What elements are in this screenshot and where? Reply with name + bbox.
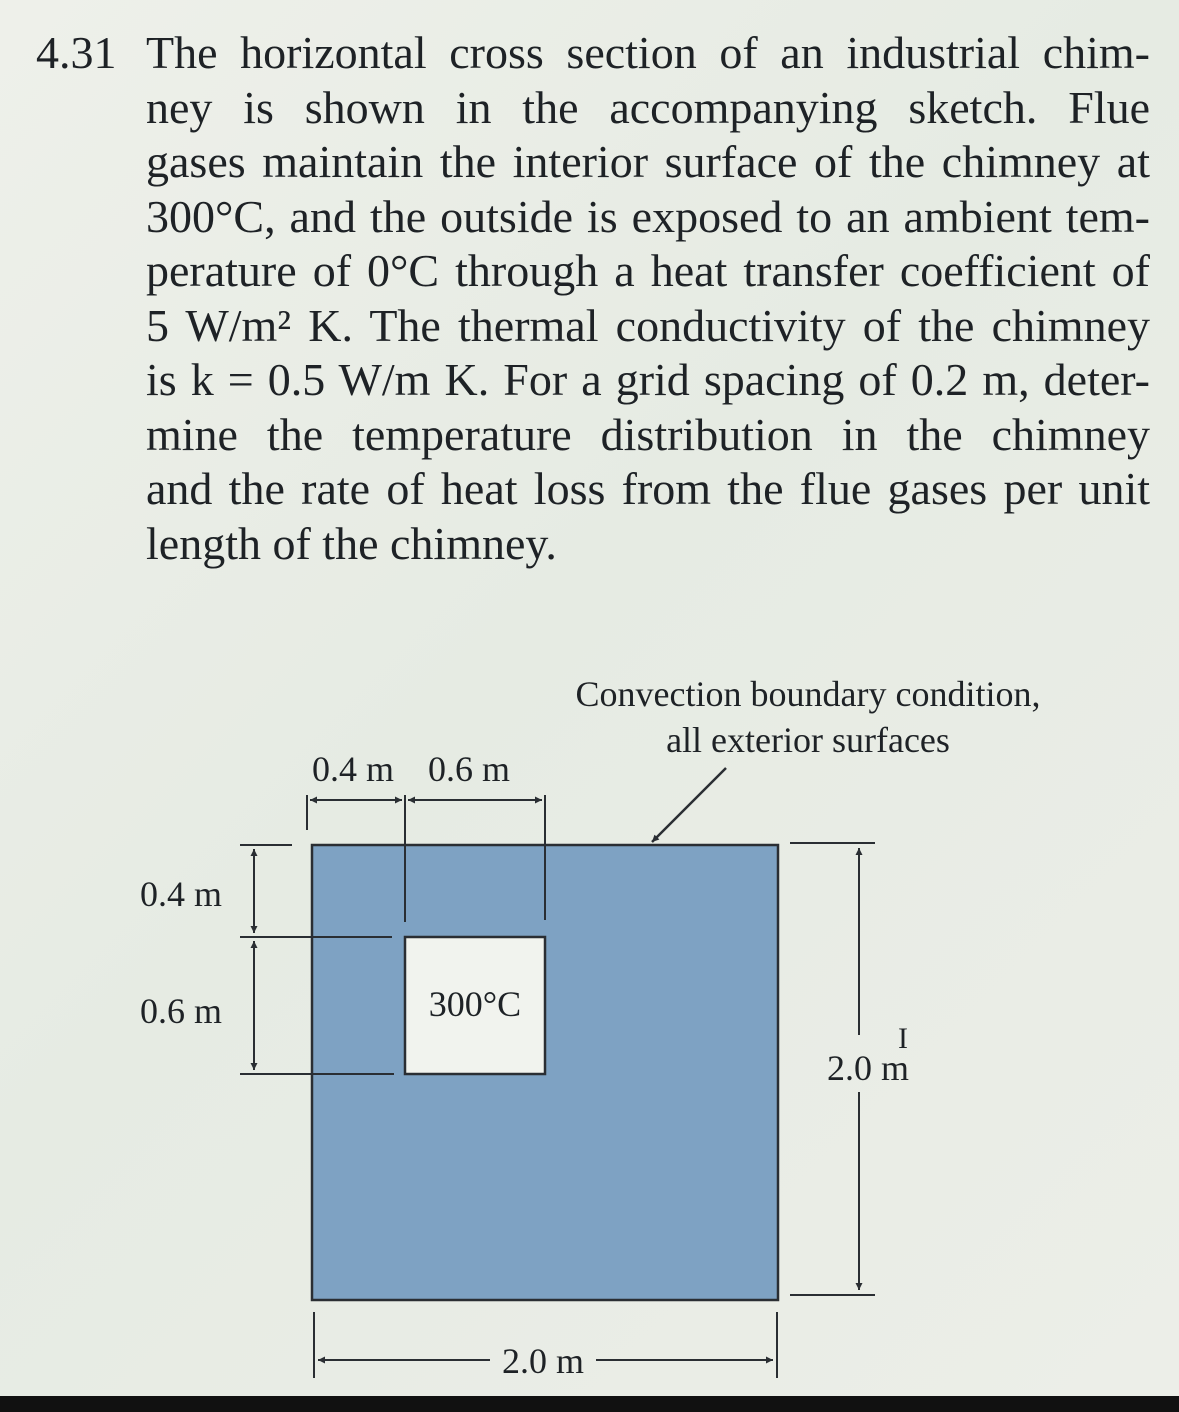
dim-label-left-top: 0.4 m	[140, 874, 223, 914]
problem-line-4: 300°C, and the outside is exposed to an ambient tem-	[146, 190, 1150, 242]
problem-line-9: and the rate of heat loss from the flue gases per unit	[146, 463, 1150, 514]
callout-text-line2: all exterior surfaces	[666, 720, 950, 760]
problem-line-10: length of the chimney.	[146, 517, 557, 569]
dim-label-right: 2.0 m	[827, 1048, 910, 1088]
problem-number: 4.31	[36, 27, 117, 78]
dim-label-top-right: 0.6 m	[428, 749, 511, 789]
problem-line-7: is k = 0.5 W/m K. For a grid spacing of 0.2 m, deter-	[146, 354, 1150, 405]
problem-line-6: 5 W/m² K. The thermal conductivity of the chimney	[146, 299, 1150, 351]
dim-label-bottom: 2.0 m	[501, 1341, 585, 1381]
callout-text-line1: Convection boundary condition,	[575, 674, 1041, 714]
problem-line-8: mine the temperature distribution in the chimney	[146, 408, 1150, 460]
problem-line-3: gases maintain the interior surface of the chimney at	[146, 136, 1150, 187]
text-cursor-icon: I	[898, 1022, 908, 1055]
bottom-bar	[0, 1396, 1179, 1412]
callout-arrow	[652, 768, 726, 842]
problem-line-2: ney is shown in the accompanying sketch. Flue	[146, 81, 1150, 133]
dim-label-top-left: 0.4 m	[312, 749, 395, 789]
problem-line-1: The horizontal cross section of an industrial chim-	[146, 27, 1150, 78]
inner-temperature-label: 300°C	[428, 984, 522, 1024]
dim-label-left-bottom: 0.6 m	[140, 991, 223, 1031]
problem-line-5: perature of 0°C through a heat transfer coefficient of	[146, 245, 1150, 296]
